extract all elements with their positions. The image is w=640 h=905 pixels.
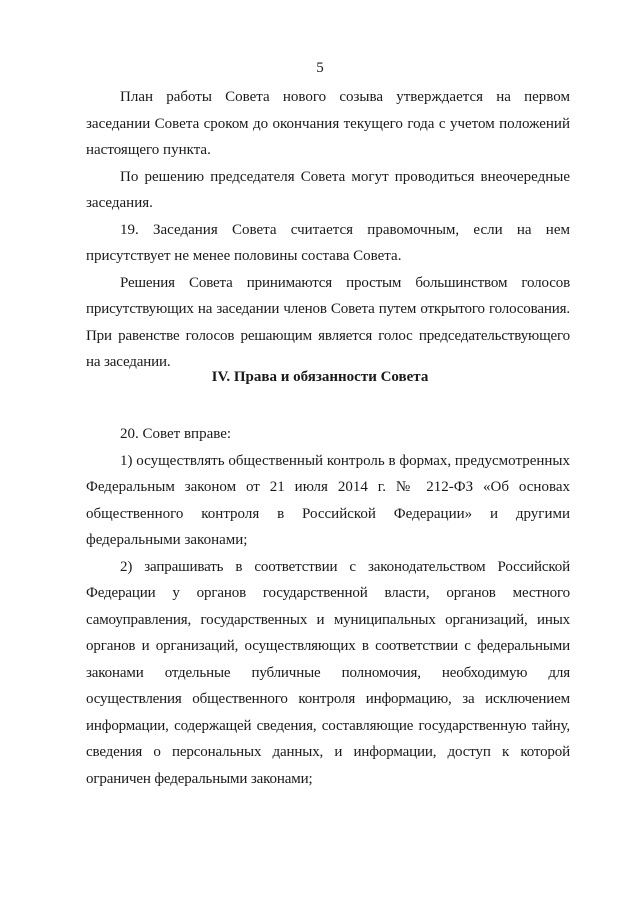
page-number: 5 bbox=[316, 60, 324, 76]
paragraph-plan: План работы Совета нового созыва утверждается на первом заседании Совета сроком до окончания текущего года с учетом положений настоящего пункта. bbox=[86, 89, 570, 158]
paragraph-item-20: 20. Совет вправе: bbox=[120, 426, 232, 442]
bottom-text-block bbox=[86, 421, 570, 792]
top-text-block bbox=[86, 84, 570, 376]
section-heading: IV. Права и обязанности Совета bbox=[211, 369, 429, 385]
paragraph-item-19: 19. Заседания Совета считается правомочным, если на нем присутствует не менее половины состава Совета. bbox=[86, 221, 570, 264]
paragraph-subitem-2: 2) запрашивать в соответствии с законодательством Российской Федерации у органов государственной власти, органов местного самоуправления, государственных и муниципальных организаций, иных органов и организаций, осуществляющих в соответствии с федеральными законами отдельные публичные полномочия, необходимую для осуществления общественного контроля информацию, за исключением информации, содержащей сведения, составляющие государственную тайну, сведения о персональных данных, и информации, доступ к которой ограничен федеральными законами; bbox=[86, 558, 570, 787]
paragraph-subitem-1: 1) осуществлять общественный контроль в формах, предусмотренных Федеральным законом от 21 июля 2014 г. № 212-ФЗ «Об основах общественного контроля в Российской Федерации» и другими федеральными законами; bbox=[86, 452, 570, 548]
paragraph-decisions: Решения Совета принимаются простым большинством голосов присутствующих на заседании членов Совета путем открытого голосования. При равенстве голосов решающим является голос председательствующего на заседании. bbox=[86, 274, 570, 370]
paragraph-extraordinary: По решению председателя Совета могут проводиться внеочередные заседания. bbox=[86, 168, 570, 211]
